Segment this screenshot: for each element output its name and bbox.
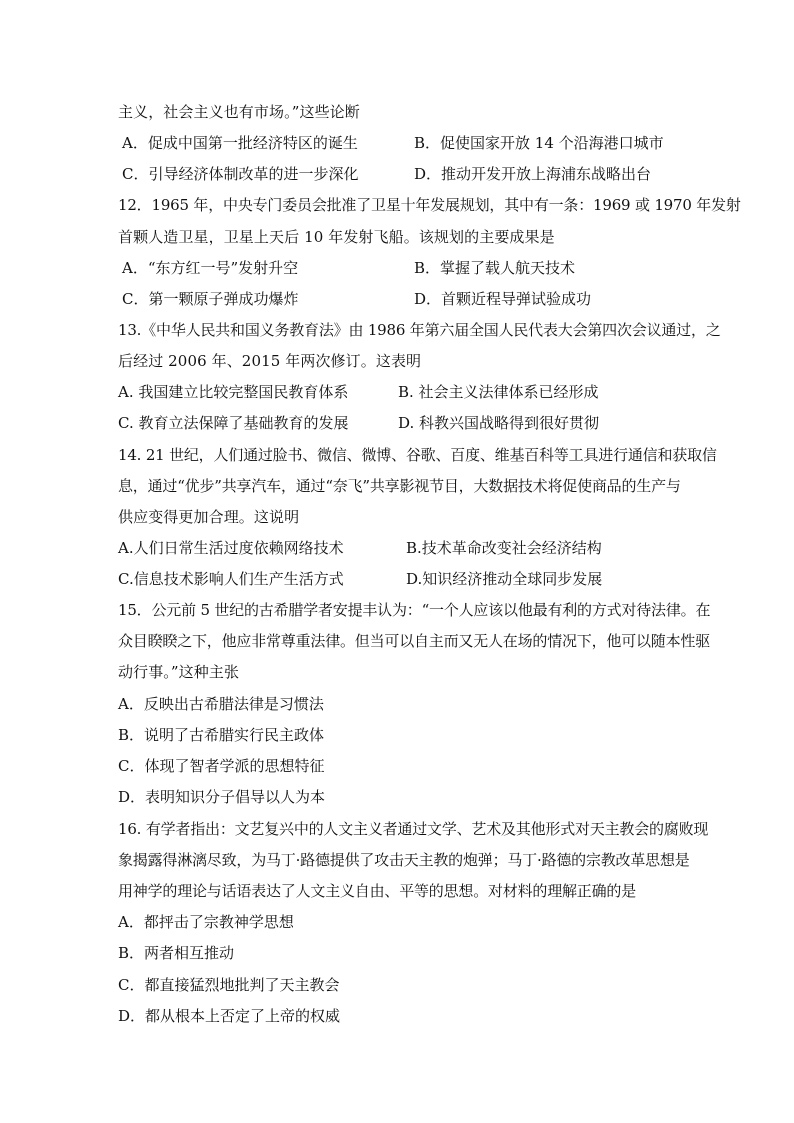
q14-option-c: C.信息技术影响人们生产生活方式 <box>118 570 344 588</box>
q13-stem-line-1: 13.《中华人民共和国义务教育法》由 1986 年第六届全国人民代表大会第四次会议通过，之 <box>118 321 721 339</box>
q12-option-c: C．第一颗原子弹成功爆炸 <box>122 290 299 308</box>
q15-option-d: D．表明知识分子倡导以人为本 <box>118 788 326 806</box>
q14-option-a: A.人们日常生活过度依赖网络技术 <box>118 539 344 557</box>
q11-option-d: D．推动开发开放上海浦东战略出台 <box>414 165 652 183</box>
q12-stem-line-2: 首颗人造卫星，卫星上天后 10 年发射飞船。该规划的主要成果是 <box>118 228 555 246</box>
q15-option-b: B．说明了古希腊实行民主政体 <box>118 726 325 744</box>
q16-option-d: D．都从根本上否定了上帝的权威 <box>118 1007 341 1025</box>
q16-option-a: A．都抨击了宗教神学思想 <box>118 913 294 931</box>
q16-stem-line-3: 用神学的理论与话语表达了人文主义自由、平等的思想。对材料的理解正确的是 <box>118 882 637 900</box>
q15-stem-line-1: 15．公元前 5 世纪的古希腊学者安提丰认为：“一个人应该以他最有利的方式对待法律。在 <box>118 601 711 619</box>
q13-option-b: B. 社会主义法律体系已经形成 <box>398 383 599 401</box>
q13-option-a: A. 我国建立比较完整国民教育体系 <box>118 383 349 401</box>
q11-option-a: A．促成中国第一批经济特区的诞生 <box>122 134 358 152</box>
q14-option-d: D.知识经济推动全球同步发展 <box>406 570 603 588</box>
q14-stem-line-1: 14. 21 世纪，人们通过脸书、微信、微博、谷歌、百度、维基百科等工具进行通信和获取信 <box>118 446 717 464</box>
q12-stem-line-1: 12．1965 年，中央专门委员会批准了卫星十年发展规划，其中有一条：1969 或 1970 年发射 <box>118 196 741 214</box>
q11-option-c: C．引导经济体制改革的进一步深化 <box>122 165 359 183</box>
q16-option-b: B．两者相互推动 <box>118 944 235 962</box>
q13-option-d: D. 科教兴国战略得到很好贯彻 <box>398 414 600 432</box>
q14-option-b: B.技术革命改变社会经济结构 <box>406 539 602 557</box>
q16-stem-line-2: 象揭露得淋漓尽致，为马丁·路德提供了攻击天主教的炮弹；马丁·路德的宗教改革思想是 <box>118 851 690 869</box>
q15-stem-line-2: 众目睽睽之下，他应非常尊重法律。但当可以自主而又无人在场的情况下，他可以随本性驱 <box>118 632 711 650</box>
q15-stem-line-3: 动行事。”这种主张 <box>118 663 240 681</box>
q12-option-d: D．首颗近程导弹试验成功 <box>414 290 592 308</box>
q13-option-c: C. 教育立法保障了基础教育的发展 <box>118 414 349 432</box>
q15-option-a: A．反映出古希腊法律是习惯法 <box>118 695 324 713</box>
q14-stem-line-2: 息，通过“优步”共享汽车，通过“奈飞”共享影视节目，大数据技术将促使商品的生产与 <box>118 477 681 495</box>
q13-stem-line-2: 后经过 2006 年、2015 年两次修订。这表明 <box>118 352 422 370</box>
q11-option-b: B．促使国家开放 14 个沿海港口城市 <box>414 134 664 152</box>
q14-stem-line-3: 供应变得更加合理。这说明 <box>118 508 300 526</box>
intro-line: 主义，社会主义也有市场。”这些论断 <box>118 103 360 121</box>
q16-option-c: C．都直接猛烈地批判了天主教会 <box>118 976 340 994</box>
q12-option-a: A．“东方红一号”发射升空 <box>122 259 299 277</box>
q12-option-b: B．掌握了载人航天技术 <box>414 259 576 277</box>
q15-option-c: C．体现了智者学派的思想特征 <box>118 757 325 775</box>
q16-stem-line-1: 16. 有学者指出：文艺复兴中的人文主义者通过文学、艺术及其他形式对天主教会的腐败现 <box>118 820 709 838</box>
